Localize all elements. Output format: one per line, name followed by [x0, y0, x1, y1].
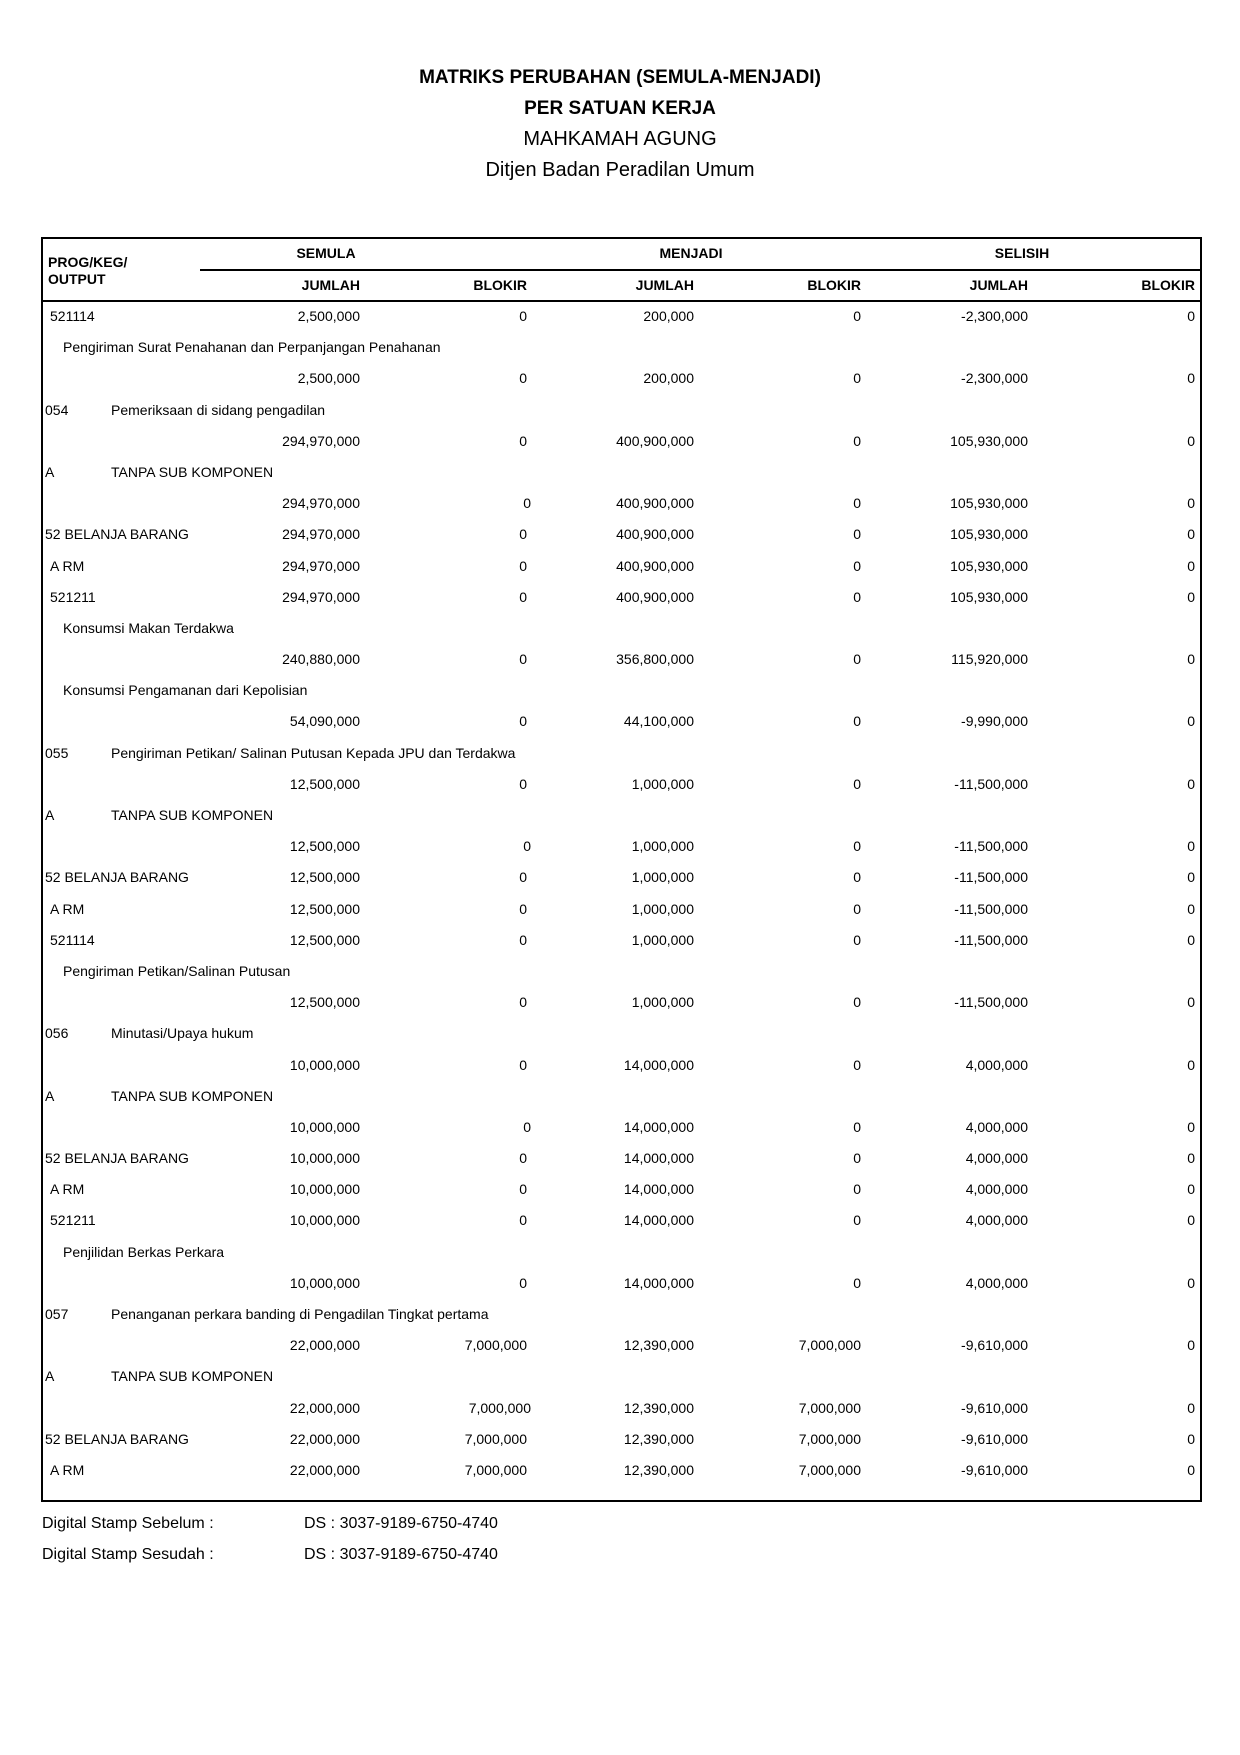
table-row [43, 1082, 1200, 1113]
row-description: Konsumsi Pengamanan dari Kepolisian [63, 682, 308, 699]
header-prog-line2: OUTPUT [48, 271, 106, 287]
table-row [43, 1425, 1200, 1456]
header-menjadi-blokir: BLOKIR [807, 277, 861, 293]
cell-menjadi-jumlah: 1,000,000 [631, 775, 694, 792]
stamp-before-label: Digital Stamp Sebelum : [42, 1515, 214, 1532]
table-row [43, 489, 1200, 520]
table-row [43, 957, 1200, 988]
table-row [43, 1394, 1200, 1425]
cell-semula-blokir: 7,000,000 [464, 1461, 527, 1478]
header-group-semula: SEMULA [296, 245, 356, 261]
unit-name: Ditjen Badan Peradilan Umum [485, 159, 755, 181]
cell-selisih-jumlah: -9,990,000 [961, 713, 1028, 730]
cell-selisih-jumlah: 4,000,000 [965, 1274, 1028, 1291]
cell-selisih-jumlah: -11,500,000 [954, 931, 1028, 948]
stamp-before-row [42, 1508, 642, 1539]
cell-selisih-jumlah: 105,930,000 [950, 557, 1028, 574]
cell-menjadi-jumlah: 14,000,000 [623, 1274, 694, 1291]
cell-menjadi-blokir: 7,000,000 [798, 1337, 861, 1354]
cell-semula-jumlah: 10,000,000 [289, 1056, 360, 1073]
cell-menjadi-jumlah: 400,900,000 [616, 495, 694, 512]
cell-semula-blokir: 0 [519, 1056, 527, 1073]
cell-semula-blokir: 0 [519, 1212, 527, 1229]
cell-menjadi-jumlah: 400,900,000 [616, 432, 694, 449]
cell-menjadi-blokir: 0 [853, 1056, 861, 1073]
cell-semula-jumlah: 10,000,000 [289, 1118, 360, 1135]
cell-semula-blokir: 0 [519, 713, 527, 730]
cell-selisih-blokir: 0 [1187, 900, 1195, 917]
cell-selisih-blokir: 0 [1187, 588, 1195, 605]
cell-menjadi-jumlah: 1,000,000 [631, 838, 694, 855]
table-row [43, 364, 1200, 395]
cell-selisih-blokir: 0 [1187, 1399, 1195, 1416]
cell-semula-blokir: 0 [519, 994, 527, 1011]
cell-menjadi-jumlah: 12,390,000 [623, 1337, 694, 1354]
cell-semula-blokir: 7,000,000 [468, 1399, 531, 1416]
cell-semula-blokir: 7,000,000 [464, 1430, 527, 1447]
cell-selisih-blokir: 0 [1187, 994, 1195, 1011]
cell-selisih-blokir: 0 [1187, 1337, 1195, 1354]
row-code: A [45, 1368, 55, 1385]
cell-selisih-blokir: 0 [1187, 1274, 1195, 1291]
cell-semula-jumlah: 22,000,000 [289, 1430, 360, 1447]
stamp-after-label: Digital Stamp Sesudah : [42, 1546, 214, 1563]
header-selisih-jumlah: JUMLAH [969, 277, 1028, 293]
table-body [43, 302, 1200, 1487]
cell-menjadi-blokir: 0 [853, 1181, 861, 1198]
budget-change-table [41, 237, 1202, 1502]
row-code: A RM [50, 557, 85, 574]
row-code: 52 BELANJA BARANG [45, 1150, 189, 1167]
cell-menjadi-jumlah: 400,900,000 [616, 588, 694, 605]
table-row [43, 427, 1200, 458]
cell-selisih-blokir: 0 [1187, 1461, 1195, 1478]
cell-semula-jumlah: 12,500,000 [289, 931, 360, 948]
cell-semula-blokir: 0 [519, 775, 527, 792]
table-row [43, 1051, 1200, 1082]
cell-semula-jumlah: 240,880,000 [282, 651, 360, 668]
row-code: 056 [45, 1025, 69, 1042]
table-row [43, 707, 1200, 738]
cell-semula-blokir: 0 [523, 495, 531, 512]
cell-selisih-blokir: 0 [1187, 869, 1195, 886]
cell-semula-jumlah: 294,970,000 [282, 495, 360, 512]
digital-stamp-footer [42, 1508, 642, 1570]
cell-selisih-jumlah: -9,610,000 [961, 1430, 1028, 1447]
table-row [43, 1300, 1200, 1331]
cell-semula-jumlah: 294,970,000 [282, 526, 360, 543]
table-row [43, 926, 1200, 957]
cell-menjadi-blokir: 0 [853, 1212, 861, 1229]
cell-selisih-blokir: 0 [1187, 308, 1195, 324]
cell-semula-jumlah: 10,000,000 [289, 1274, 360, 1291]
header-semula-blokir: BLOKIR [473, 277, 527, 293]
cell-selisih-jumlah: 105,930,000 [950, 432, 1028, 449]
row-code: A RM [50, 1181, 85, 1198]
row-description: Konsumsi Makan Terdakwa [63, 619, 234, 636]
cell-semula-jumlah: 10,000,000 [289, 1212, 360, 1229]
cell-selisih-blokir: 0 [1187, 526, 1195, 543]
table-row [43, 1238, 1200, 1269]
row-description: Pengiriman Surat Penahanan dan Perpanjangan Penahanan [63, 339, 441, 356]
cell-menjadi-blokir: 7,000,000 [798, 1399, 861, 1416]
table-row [43, 1206, 1200, 1237]
cell-menjadi-blokir: 0 [853, 713, 861, 730]
cell-selisih-jumlah: 105,930,000 [950, 588, 1028, 605]
institution-name: MAHKAMAH AGUNG [523, 128, 717, 150]
cell-semula-jumlah: 54,090,000 [289, 713, 360, 730]
header-prog-line1: PROG/KEG/ [48, 254, 128, 270]
row-code: 055 [45, 744, 69, 761]
cell-selisih-jumlah: -11,500,000 [954, 775, 1028, 792]
cell-menjadi-blokir: 0 [853, 370, 861, 387]
cell-selisih-blokir: 0 [1187, 1118, 1195, 1135]
cell-selisih-blokir: 0 [1187, 838, 1195, 855]
cell-menjadi-blokir: 0 [853, 931, 861, 948]
cell-semula-blokir: 0 [519, 526, 527, 543]
cell-menjadi-blokir: 0 [853, 775, 861, 792]
table-row [43, 801, 1200, 832]
cell-semula-blokir: 0 [519, 308, 527, 324]
cell-menjadi-blokir: 0 [853, 588, 861, 605]
row-description: Pengiriman Petikan/Salinan Putusan [63, 962, 291, 979]
cell-semula-jumlah: 10,000,000 [289, 1150, 360, 1167]
cell-semula-jumlah: 12,500,000 [289, 838, 360, 855]
table-row [43, 1144, 1200, 1175]
cell-menjadi-jumlah: 14,000,000 [623, 1181, 694, 1198]
table-row [43, 832, 1200, 863]
cell-selisih-jumlah: -11,500,000 [954, 994, 1028, 1011]
header-group-underline [200, 269, 1200, 271]
cell-semula-blokir: 0 [523, 1118, 531, 1135]
stamp-after-row [42, 1539, 642, 1570]
cell-menjadi-blokir: 0 [853, 432, 861, 449]
cell-semula-blokir: 0 [519, 900, 527, 917]
cell-semula-blokir: 0 [519, 557, 527, 574]
cell-semula-blokir: 0 [519, 869, 527, 886]
row-description: Minutasi/Upaya hukum [111, 1025, 254, 1042]
table-row [43, 552, 1200, 583]
document-title: MATRIKS PERUBAHAN (SEMULA-MENJADI) [419, 67, 821, 88]
cell-semula-blokir: 0 [519, 370, 527, 387]
cell-menjadi-blokir: 0 [853, 651, 861, 668]
row-code: 521114 [50, 931, 95, 948]
cell-semula-blokir: 0 [519, 588, 527, 605]
cell-selisih-jumlah: -9,610,000 [961, 1399, 1028, 1416]
row-code: 057 [45, 1306, 69, 1322]
cell-selisih-blokir: 0 [1187, 1181, 1195, 1198]
document-title-block [0, 62, 1240, 186]
cell-menjadi-blokir: 0 [853, 557, 861, 574]
cell-menjadi-jumlah: 356,800,000 [616, 651, 694, 668]
cell-semula-blokir: 0 [519, 651, 527, 668]
table-row [43, 302, 1200, 333]
row-code: A [45, 463, 55, 480]
table-row [43, 1019, 1200, 1050]
cell-selisih-jumlah: 4,000,000 [965, 1118, 1028, 1135]
cell-selisih-jumlah: -11,500,000 [954, 869, 1028, 886]
row-code: 52 BELANJA BARANG [45, 1430, 189, 1447]
row-description: Pemeriksaan di sidang pengadilan [111, 401, 326, 418]
cell-menjadi-jumlah: 200,000 [643, 308, 694, 324]
stamp-before-value: DS : 3037-9189-6750-4740 [304, 1515, 498, 1532]
row-code: 521211 [50, 1212, 96, 1229]
cell-selisih-jumlah: 4,000,000 [965, 1181, 1028, 1198]
row-code: A RM [50, 900, 85, 917]
cell-menjadi-blokir: 0 [853, 994, 861, 1011]
row-code: A RM [50, 1461, 85, 1478]
cell-menjadi-blokir: 7,000,000 [798, 1461, 861, 1478]
cell-selisih-blokir: 0 [1187, 1150, 1195, 1167]
row-code: 52 BELANJA BARANG [45, 869, 189, 886]
cell-menjadi-blokir: 7,000,000 [798, 1430, 861, 1447]
cell-menjadi-jumlah: 1,000,000 [631, 994, 694, 1011]
cell-selisih-jumlah: -11,500,000 [954, 900, 1028, 917]
row-code: 521211 [50, 588, 96, 605]
cell-menjadi-blokir: 0 [853, 1150, 861, 1167]
cell-menjadi-blokir: 0 [853, 869, 861, 886]
cell-selisih-jumlah: -2,300,000 [961, 308, 1028, 324]
table-row [43, 988, 1200, 1019]
document-subtitle: PER SATUAN KERJA [524, 98, 716, 119]
cell-semula-jumlah: 2,500,000 [297, 370, 360, 387]
row-code: 521114 [50, 308, 95, 324]
table-row [43, 1269, 1200, 1300]
row-code: A [45, 1087, 55, 1104]
cell-semula-jumlah: 12,500,000 [289, 775, 360, 792]
cell-semula-jumlah: 12,500,000 [289, 900, 360, 917]
table-row [43, 676, 1200, 707]
cell-menjadi-jumlah: 200,000 [643, 370, 694, 387]
cell-semula-blokir: 0 [519, 1274, 527, 1291]
header-menjadi-jumlah: JUMLAH [635, 277, 694, 293]
row-description: Penjilidan Berkas Perkara [63, 1243, 225, 1260]
cell-selisih-jumlah: 4,000,000 [965, 1150, 1028, 1167]
cell-menjadi-jumlah: 44,100,000 [623, 713, 694, 730]
table-row [43, 645, 1200, 676]
cell-semula-jumlah: 10,000,000 [289, 1181, 360, 1198]
cell-selisih-jumlah: -9,610,000 [961, 1461, 1028, 1478]
header-group-menjadi: MENJADI [659, 245, 723, 261]
cell-semula-jumlah: 12,500,000 [289, 994, 360, 1011]
cell-selisih-jumlah: 105,930,000 [950, 495, 1028, 512]
header-group-selisih: SELISIH [994, 245, 1050, 261]
cell-menjadi-jumlah: 12,390,000 [623, 1430, 694, 1447]
table-row [43, 1362, 1200, 1393]
cell-selisih-blokir: 0 [1187, 651, 1195, 668]
cell-menjadi-jumlah: 400,900,000 [616, 526, 694, 543]
cell-menjadi-jumlah: 12,390,000 [623, 1461, 694, 1478]
cell-menjadi-blokir: 0 [853, 526, 861, 543]
cell-semula-blokir: 0 [519, 1150, 527, 1167]
cell-menjadi-jumlah: 12,390,000 [623, 1399, 694, 1416]
table-row [43, 1113, 1200, 1144]
cell-selisih-jumlah: 105,930,000 [950, 526, 1028, 543]
cell-selisih-blokir: 0 [1187, 713, 1195, 730]
cell-selisih-jumlah: -11,500,000 [954, 838, 1028, 855]
cell-selisih-jumlah: -9,610,000 [961, 1337, 1028, 1354]
table-row [43, 520, 1200, 551]
row-description: TANPA SUB KOMPONEN [111, 463, 274, 480]
cell-semula-blokir: 0 [519, 931, 527, 948]
header-semula-jumlah: JUMLAH [301, 277, 360, 293]
row-description: TANPA SUB KOMPONEN [111, 807, 274, 823]
cell-selisih-blokir: 0 [1187, 557, 1195, 574]
cell-menjadi-jumlah: 1,000,000 [631, 931, 694, 948]
cell-semula-jumlah: 294,970,000 [282, 588, 360, 605]
row-code: 054 [45, 401, 69, 418]
cell-selisih-blokir: 0 [1187, 1430, 1195, 1447]
cell-selisih-jumlah: 115,920,000 [951, 651, 1028, 668]
cell-selisih-jumlah: 4,000,000 [965, 1056, 1028, 1073]
table-row [43, 1456, 1200, 1487]
cell-semula-jumlah: 294,970,000 [282, 432, 360, 449]
table-row [43, 333, 1200, 364]
cell-semula-blokir: 0 [519, 1181, 527, 1198]
cell-selisih-blokir: 0 [1187, 495, 1195, 512]
cell-menjadi-blokir: 0 [853, 308, 861, 324]
row-description: TANPA SUB KOMPONEN [111, 1087, 274, 1104]
cell-semula-jumlah: 22,000,000 [289, 1399, 360, 1416]
header-selisih-blokir: BLOKIR [1141, 277, 1195, 293]
row-code: A [45, 807, 55, 823]
stamp-after-value: DS : 3037-9189-6750-4740 [304, 1546, 498, 1563]
header-prog-keg-output [48, 254, 127, 288]
cell-semula-jumlah: 22,000,000 [289, 1337, 360, 1354]
cell-selisih-blokir: 0 [1187, 370, 1195, 387]
cell-semula-blokir: 0 [523, 838, 531, 855]
cell-semula-blokir: 7,000,000 [464, 1337, 527, 1354]
table-row [43, 1175, 1200, 1206]
cell-selisih-jumlah: -2,300,000 [961, 370, 1028, 387]
table-row [43, 739, 1200, 770]
cell-menjadi-jumlah: 1,000,000 [631, 869, 694, 886]
cell-menjadi-blokir: 0 [853, 838, 861, 855]
cell-menjadi-jumlah: 14,000,000 [623, 1056, 694, 1073]
cell-menjadi-blokir: 0 [853, 1274, 861, 1291]
cell-menjadi-jumlah: 1,000,000 [631, 900, 694, 917]
cell-semula-blokir: 0 [519, 432, 527, 449]
cell-selisih-blokir: 0 [1187, 432, 1195, 449]
cell-semula-jumlah: 22,000,000 [289, 1461, 360, 1478]
cell-menjadi-blokir: 0 [853, 495, 861, 512]
cell-selisih-blokir: 0 [1187, 931, 1195, 948]
cell-selisih-blokir: 0 [1187, 775, 1195, 792]
cell-selisih-blokir: 0 [1187, 1212, 1195, 1229]
cell-semula-jumlah: 12,500,000 [289, 869, 360, 886]
cell-selisih-jumlah: 4,000,000 [965, 1212, 1028, 1229]
cell-menjadi-blokir: 0 [853, 900, 861, 917]
row-description: Penanganan perkara banding di Pengadilan Tingkat pertama [111, 1306, 489, 1322]
cell-selisih-blokir: 0 [1187, 1056, 1195, 1073]
cell-menjadi-jumlah: 14,000,000 [623, 1118, 694, 1135]
cell-menjadi-jumlah: 400,900,000 [616, 557, 694, 574]
table-row [43, 770, 1200, 801]
row-description: TANPA SUB KOMPONEN [111, 1368, 274, 1385]
cell-semula-jumlah: 2,500,000 [297, 308, 360, 324]
row-description: Pengiriman Petikan/ Salinan Putusan Kepada JPU dan Terdakwa [111, 744, 516, 761]
table-row [43, 583, 1200, 614]
table-row [43, 396, 1200, 427]
cell-semula-jumlah: 294,970,000 [282, 557, 360, 574]
table-row [43, 614, 1200, 645]
table-row [43, 458, 1200, 489]
table-row [43, 895, 1200, 926]
table-row [43, 863, 1200, 894]
cell-menjadi-blokir: 0 [853, 1118, 861, 1135]
row-code: 52 BELANJA BARANG [45, 526, 189, 543]
cell-menjadi-jumlah: 14,000,000 [623, 1212, 694, 1229]
cell-menjadi-jumlah: 14,000,000 [623, 1150, 694, 1167]
table-row [43, 1331, 1200, 1362]
